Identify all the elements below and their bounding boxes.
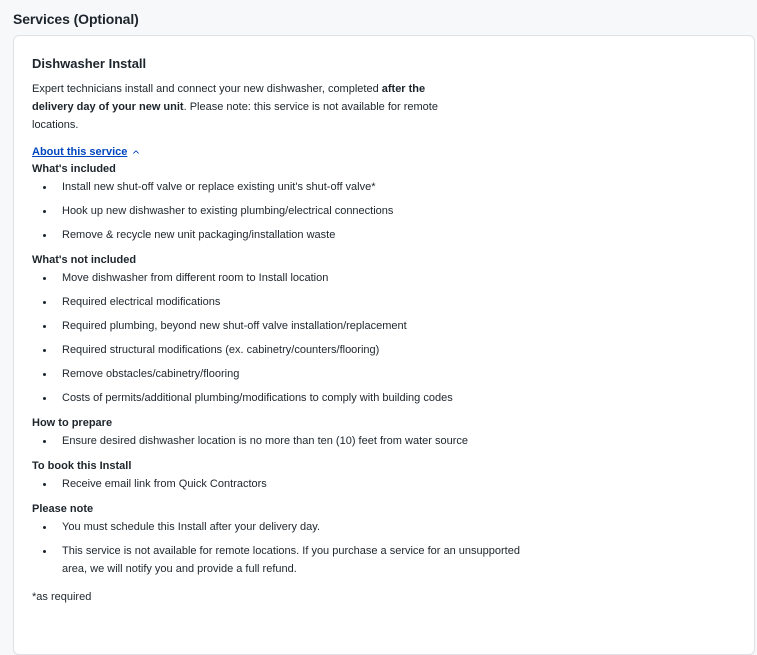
list-item: Remove obstacles/cabinetry/flooring <box>32 365 532 383</box>
list-item: Required plumbing, beyond new shut-off valve installation/replacement <box>32 317 532 335</box>
list-item: Hook up new dishwasher to existing plumbing/electrical connections <box>32 202 532 220</box>
list-item: You must schedule this Install after your delivery day. <box>32 518 532 536</box>
group-heading: To book this Install <box>32 460 132 472</box>
service-card <box>13 35 755 655</box>
description-bold-text: after the delivery day of your new unit <box>32 83 426 113</box>
service-description <box>32 80 442 134</box>
about-service-toggle[interactable] <box>32 145 139 159</box>
list-item: Remove & recycle new unit packaging/installation waste <box>32 226 532 244</box>
about-service-link[interactable]: About this service <box>32 146 128 158</box>
group-heading: Please note <box>32 503 94 515</box>
list-item: Required structural modifications (ex. cabinetry/counters/flooring) <box>32 341 532 359</box>
list-item: This service is not available for remote locations. If you purchase a service for an unsupported area, we will notify you and provide a full refund. <box>32 542 532 578</box>
details-group-prepare <box>32 416 532 450</box>
book-list <box>32 475 532 493</box>
included-list <box>32 178 532 244</box>
prepare-list <box>32 432 532 450</box>
list-item: Costs of permits/additional plumbing/modifications to comply with building codes <box>32 389 532 407</box>
chevron-up-icon <box>133 149 139 155</box>
description-text: Expert technicians install and connect your new dishwasher, completed <box>32 83 382 95</box>
service-title: Dishwasher Install <box>32 56 147 71</box>
details-group-not-included <box>32 253 532 407</box>
footnote: *as required <box>32 591 92 603</box>
list-item: Receive email link from Quick Contractors <box>32 475 532 493</box>
details-group-book <box>32 459 532 493</box>
group-heading: What's not included <box>32 254 137 266</box>
list-item: Ensure desired dishwasher location is no more than ten (10) feet from water source <box>32 432 532 450</box>
please-note-list <box>32 518 532 578</box>
group-heading: How to prepare <box>32 417 113 429</box>
not-included-list <box>32 269 532 407</box>
service-details <box>32 162 532 604</box>
group-heading: What's included <box>32 163 116 175</box>
list-item: Move dishwasher from different room to Install location <box>32 269 532 287</box>
section-title: Services (Optional) <box>13 11 139 27</box>
description-text-end: . Please note: this service is not available for remote locations. <box>32 101 438 131</box>
details-group-please-note <box>32 502 532 578</box>
list-item: Install new shut-off valve or replace existing unit's shut-off valve* <box>32 178 532 196</box>
service-content <box>32 56 532 604</box>
list-item: Required electrical modifications <box>32 293 532 311</box>
details-group-included <box>32 162 532 244</box>
